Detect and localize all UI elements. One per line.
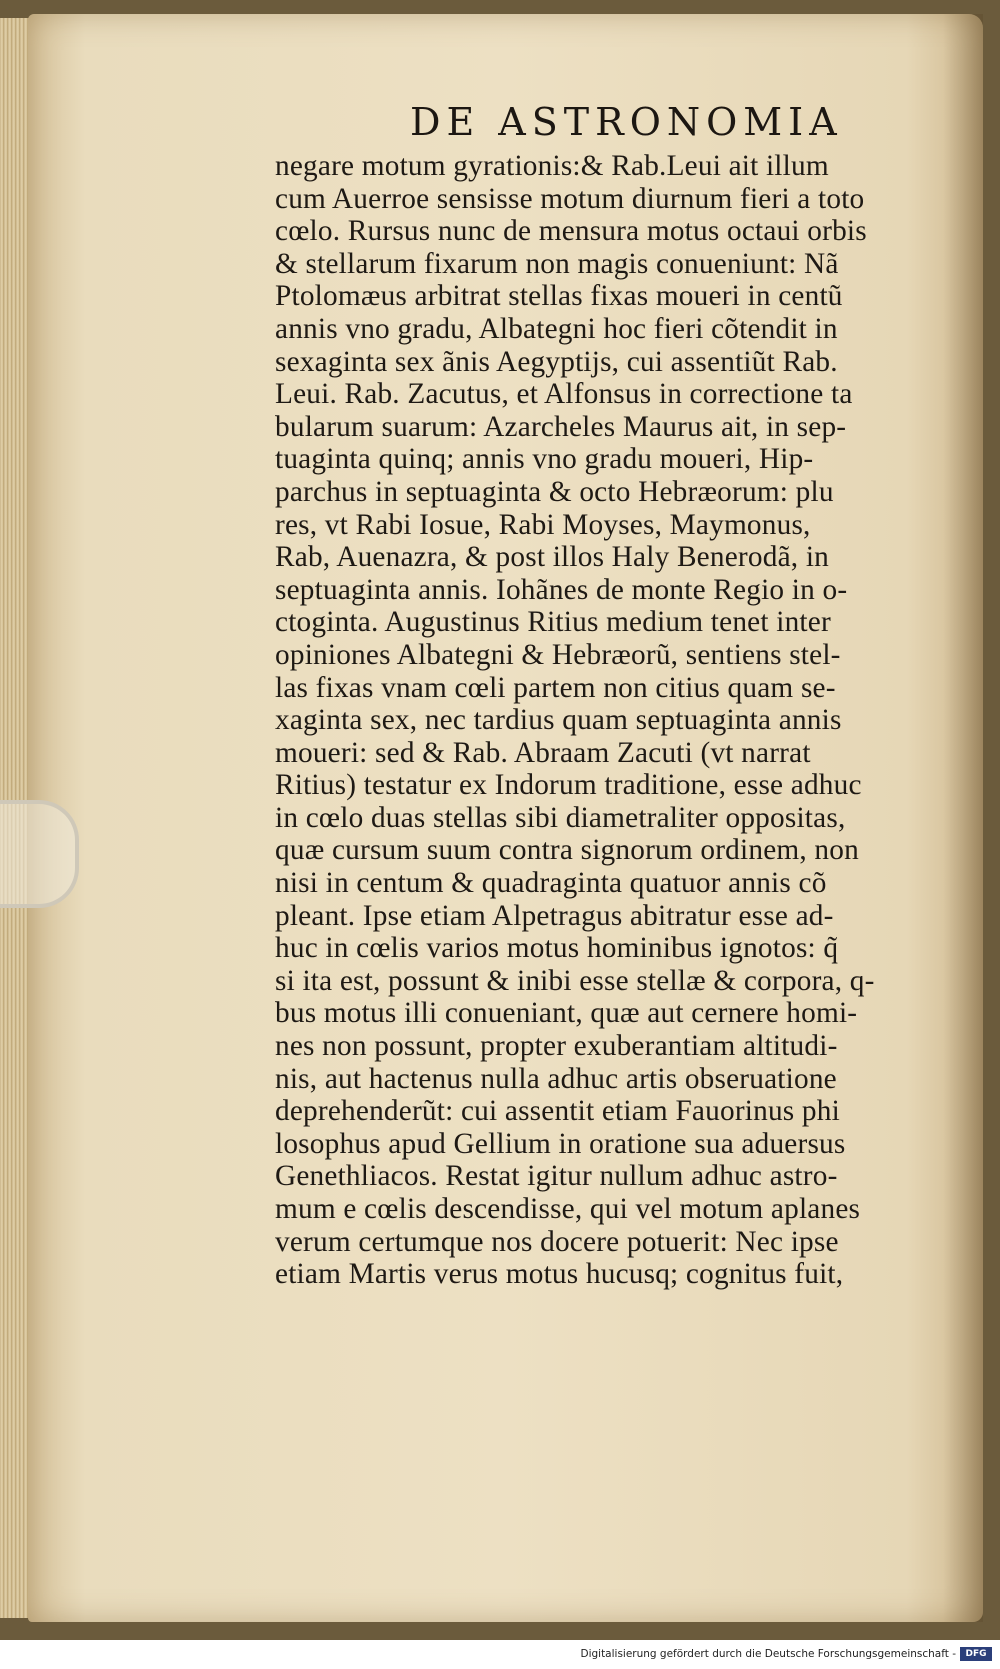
text-line: etiam Martis verus motus hucusq; cognitus fuit, xyxy=(275,1258,844,1291)
text-line: annis vno gradu, Albategni hoc fieri cõtendit in xyxy=(275,312,838,345)
text-line: las fixas vnam cœli partem non citius quam se- xyxy=(275,671,836,704)
text-line: deprehenderũt: cui assentit etiam Fauorinus phi xyxy=(275,1095,840,1128)
text-line: tuaginta quinq; annis vno gradu moueri, Hip- xyxy=(275,443,814,476)
text-line: negare motum gyrationis:& Rab.Leui ait illum xyxy=(275,150,829,182)
text-line: cœlo. Rursus nunc de mensura motus octaui orbis xyxy=(275,215,867,248)
text-line: quæ cursum suum contra signorum ordinem, non xyxy=(275,834,859,867)
text-line: huc in cœlis varios motus hominibus ignotos: q̃ xyxy=(275,932,839,965)
book-clasp xyxy=(0,800,79,908)
running-head: DE ASTRONOMIA xyxy=(410,100,843,144)
dfg-logo: DFG xyxy=(960,1647,992,1661)
text-line: losophus apud Gellium in oratione sua aduersus xyxy=(275,1127,846,1160)
body-text xyxy=(275,150,970,1291)
digitization-footer xyxy=(0,1640,1000,1669)
text-line: Rab, Auenazra, & post illos Haly Benerodã, in xyxy=(275,541,830,574)
text-line: & stellarum fixarum non magis conueniunt: Nã xyxy=(275,247,839,280)
text-line: nis, aut hactenus nulla adhuc artis obseruatione xyxy=(275,1062,837,1095)
text-line: parchus in septuaginta & octo Hebræorum: plu xyxy=(275,475,834,508)
text-line: si ita est, possunt & inibi esse stellæ & corpora, q- xyxy=(275,964,875,997)
text-line: Ptolomæus arbitrat stellas fixas moueri in centũ xyxy=(275,280,843,313)
text-line: pleant. Ipse etiam Alpetragus abitratur esse ad- xyxy=(275,899,834,932)
text-line: Genethliacos. Restat igitur nullum adhuc astro- xyxy=(275,1160,838,1193)
text-line: cum Auerroe sensisse motum diurnum fieri a toto xyxy=(275,182,865,215)
text-line: moueri: sed & Rab. Abraam Zacuti (vt narrat xyxy=(275,736,811,769)
text-line: septuaginta annis. Iohãnes de monte Regio in o- xyxy=(275,573,848,606)
text-line: mum e cœlis descendisse, qui vel motum aplanes xyxy=(275,1193,861,1225)
text-line: res, vt Rabi Iosue, Rabi Moyses, Maymonus, xyxy=(275,508,811,541)
text-line: verum certumque nos docere potuerit: Nec ipse xyxy=(275,1225,839,1258)
text-line: sexaginta sex ãnis Aegyptijs, cui assentiũt Rab. xyxy=(275,345,838,378)
text-line: nes non possunt, propter exuberantiam altitudi- xyxy=(275,1030,838,1063)
footer-credit: Digitalisierung gefördert durch die Deutsche Forschungsgemeinschaft - xyxy=(580,1648,956,1660)
text-line: in cœlo duas stellas sibi diametraliter oppositas, xyxy=(275,801,846,834)
text-line: Ritius) testatur ex Indorum traditione, esse adhuc xyxy=(275,769,862,802)
text-line: bus motus illi conueniant, quæ aut cernere homi- xyxy=(275,997,858,1030)
text-line: nisi in centum & quadraginta quatuor annis cõ xyxy=(275,867,827,900)
text-line: Leui. Rab. Zacutus, et Alfonsus in correctione ta xyxy=(275,378,853,411)
text-line: bularum suarum: Azarcheles Maurus ait, in sep- xyxy=(275,410,847,443)
text-line: xaginta sex, nec tardius quam septuaginta annis xyxy=(275,704,842,737)
text-line: ctoginta. Augustinus Ritius medium tenet inter xyxy=(275,606,831,639)
text-line: opiniones Albategni & Hebræorũ, sentiens stel- xyxy=(275,638,841,671)
